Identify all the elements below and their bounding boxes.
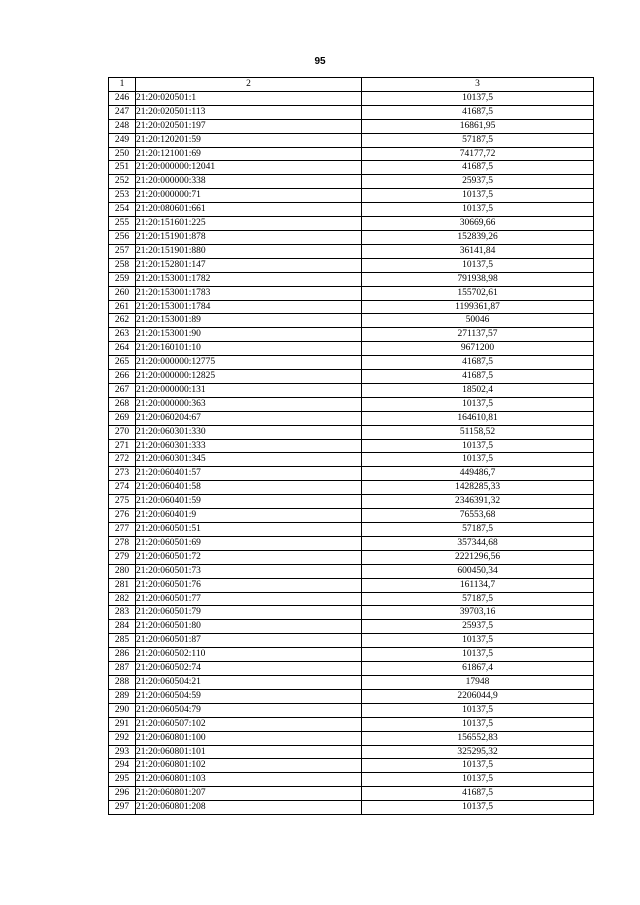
row-number-cell: 258: [109, 258, 136, 272]
table-row: [109, 523, 594, 537]
value-cell: 164610,81: [362, 411, 594, 425]
value-cell: 791938,98: [362, 272, 594, 286]
value-cell: 51158,52: [362, 425, 594, 439]
table-row: [109, 147, 594, 161]
cadastral-number-cell: 21:20:120201:59: [136, 133, 362, 147]
value-cell: 17948: [362, 675, 594, 689]
cadastral-number-cell: 21:20:060801:103: [136, 773, 362, 787]
table-row: [109, 397, 594, 411]
table-row: [109, 244, 594, 258]
row-number-cell: 295: [109, 773, 136, 787]
value-cell: 2206044,9: [362, 689, 594, 703]
cadastral-number-cell: 21:20:000000:363: [136, 397, 362, 411]
cadastral-number-cell: 21:20:060502:110: [136, 648, 362, 662]
cadastral-number-cell: 21:20:151901:880: [136, 244, 362, 258]
table-row: [109, 258, 594, 272]
table-row: [109, 161, 594, 175]
value-cell: 10137,5: [362, 773, 594, 787]
table-row: [109, 342, 594, 356]
cadastral-number-cell: 21:20:000000:12041: [136, 161, 362, 175]
value-cell: 161134,7: [362, 578, 594, 592]
column-header-value: 3: [362, 78, 594, 92]
cadastral-number-cell: 21:20:060301:330: [136, 425, 362, 439]
row-number-cell: 261: [109, 300, 136, 314]
cadastral-number-cell: 21:20:060501:73: [136, 564, 362, 578]
table-row: [109, 175, 594, 189]
value-cell: 600450,34: [362, 564, 594, 578]
table-row: [109, 592, 594, 606]
table-row: [109, 536, 594, 550]
row-number-cell: 283: [109, 606, 136, 620]
row-number-cell: 265: [109, 356, 136, 370]
value-cell: 25937,5: [362, 175, 594, 189]
cadastral-number-cell: 21:20:060501:72: [136, 550, 362, 564]
cadastral-number-cell: 21:20:060801:102: [136, 759, 362, 773]
table-row: [109, 634, 594, 648]
table-row: [109, 648, 594, 662]
row-number-cell: 271: [109, 439, 136, 453]
table-row: [109, 217, 594, 231]
cadastral-number-cell: 21:20:060401:9: [136, 509, 362, 523]
value-cell: 10137,5: [362, 801, 594, 815]
table-row: [109, 578, 594, 592]
table-row: [109, 300, 594, 314]
value-cell: 76553,68: [362, 509, 594, 523]
row-number-cell: 262: [109, 314, 136, 328]
value-cell: 10137,5: [362, 648, 594, 662]
value-cell: 61867,4: [362, 662, 594, 676]
table-row: [109, 105, 594, 119]
cadastral-number-cell: 21:20:160101:10: [136, 342, 362, 356]
cadastral-number-cell: 21:20:060801:208: [136, 801, 362, 815]
value-cell: 357344,68: [362, 536, 594, 550]
table-row: [109, 328, 594, 342]
row-number-cell: 281: [109, 578, 136, 592]
table-row: [109, 356, 594, 370]
cadastral-number-cell: 21:20:153001:89: [136, 314, 362, 328]
value-cell: 152839,26: [362, 230, 594, 244]
cadastral-number-cell: 21:20:060301:345: [136, 453, 362, 467]
cadastral-number-cell: 21:20:153001:1782: [136, 272, 362, 286]
row-number-cell: 289: [109, 689, 136, 703]
value-cell: 57187,5: [362, 133, 594, 147]
row-number-cell: 290: [109, 703, 136, 717]
table-row: [109, 203, 594, 217]
value-cell: 1428285,33: [362, 481, 594, 495]
row-number-cell: 266: [109, 370, 136, 384]
table-row: [109, 383, 594, 397]
cadastral-number-cell: 21:20:060401:59: [136, 495, 362, 509]
data-table: [108, 77, 594, 815]
table-row: [109, 189, 594, 203]
table-row: [109, 314, 594, 328]
table-row: [109, 272, 594, 286]
row-number-cell: 297: [109, 801, 136, 815]
row-number-cell: 288: [109, 675, 136, 689]
column-header-number: 1: [109, 78, 136, 92]
table-row: [109, 411, 594, 425]
cadastral-number-cell: 21:20:060401:58: [136, 481, 362, 495]
value-cell: 50046: [362, 314, 594, 328]
row-number-cell: 274: [109, 481, 136, 495]
cadastral-number-cell: 21:20:000000:338: [136, 175, 362, 189]
cadastral-number-cell: 21:20:060501:79: [136, 606, 362, 620]
table-row: [109, 759, 594, 773]
cadastral-number-cell: 21:20:060501:69: [136, 536, 362, 550]
cadastral-number-cell: 21:20:060501:76: [136, 578, 362, 592]
table-row: [109, 439, 594, 453]
value-cell: 10137,5: [362, 703, 594, 717]
cadastral-number-cell: 21:20:121001:69: [136, 147, 362, 161]
value-cell: 1199361,87: [362, 300, 594, 314]
row-number-cell: 263: [109, 328, 136, 342]
cadastral-number-cell: 21:20:060401:57: [136, 467, 362, 481]
value-cell: 41687,5: [362, 105, 594, 119]
row-number-cell: 273: [109, 467, 136, 481]
value-cell: 10137,5: [362, 189, 594, 203]
value-cell: 10137,5: [362, 91, 594, 105]
row-number-cell: 255: [109, 217, 136, 231]
row-number-cell: 256: [109, 230, 136, 244]
table-row: [109, 509, 594, 523]
table-row: [109, 773, 594, 787]
value-cell: 41687,5: [362, 161, 594, 175]
row-number-cell: 270: [109, 425, 136, 439]
value-cell: 2221296,56: [362, 550, 594, 564]
row-number-cell: 275: [109, 495, 136, 509]
cadastral-number-cell: 21:20:060501:87: [136, 634, 362, 648]
row-number-cell: 296: [109, 787, 136, 801]
cadastral-number-cell: 21:20:153001:1784: [136, 300, 362, 314]
cadastral-number-cell: 21:20:020501:1: [136, 91, 362, 105]
row-number-cell: 259: [109, 272, 136, 286]
row-number-cell: 267: [109, 383, 136, 397]
cadastral-number-cell: 21:20:060504:21: [136, 675, 362, 689]
value-cell: 155702,61: [362, 286, 594, 300]
table-row: [109, 801, 594, 815]
value-cell: 36141,84: [362, 244, 594, 258]
table-row: [109, 731, 594, 745]
value-cell: 325295,32: [362, 745, 594, 759]
cadastral-number-cell: 21:20:060507:102: [136, 717, 362, 731]
value-cell: 10137,5: [362, 203, 594, 217]
cadastral-number-cell: 21:20:151901:878: [136, 230, 362, 244]
row-number-cell: 292: [109, 731, 136, 745]
value-cell: 39703,16: [362, 606, 594, 620]
value-cell: 10137,5: [362, 439, 594, 453]
value-cell: 10137,5: [362, 634, 594, 648]
row-number-cell: 252: [109, 175, 136, 189]
cadastral-number-cell: 21:20:000000:71: [136, 189, 362, 203]
cadastral-number-cell: 21:20:060501:51: [136, 523, 362, 537]
row-number-cell: 285: [109, 634, 136, 648]
row-number-cell: 250: [109, 147, 136, 161]
cadastral-number-cell: 21:20:080601:661: [136, 203, 362, 217]
row-number-cell: 264: [109, 342, 136, 356]
cadastral-number-cell: 21:20:020501:113: [136, 105, 362, 119]
table-row: [109, 119, 594, 133]
row-number-cell: 268: [109, 397, 136, 411]
table-row: [109, 133, 594, 147]
value-cell: 449486,7: [362, 467, 594, 481]
value-cell: 18502,4: [362, 383, 594, 397]
row-number-cell: 249: [109, 133, 136, 147]
table-row: [109, 370, 594, 384]
value-cell: 16861,95: [362, 119, 594, 133]
cadastral-number-cell: 21:20:153001:1783: [136, 286, 362, 300]
table-row: [109, 91, 594, 105]
cadastral-number-cell: 21:20:060801:100: [136, 731, 362, 745]
table-row: [109, 620, 594, 634]
value-cell: 10137,5: [362, 258, 594, 272]
row-number-cell: 282: [109, 592, 136, 606]
cadastral-number-cell: 21:20:152801:147: [136, 258, 362, 272]
value-cell: 10137,5: [362, 759, 594, 773]
row-number-cell: 253: [109, 189, 136, 203]
row-number-cell: 286: [109, 648, 136, 662]
table-row: [109, 689, 594, 703]
value-cell: 156552,83: [362, 731, 594, 745]
cadastral-number-cell: 21:20:060501:77: [136, 592, 362, 606]
cadastral-number-cell: 21:20:020501:197: [136, 119, 362, 133]
cadastral-number-cell: 21:20:060204:67: [136, 411, 362, 425]
table-header-row: [109, 78, 594, 92]
row-number-cell: 276: [109, 509, 136, 523]
row-number-cell: 269: [109, 411, 136, 425]
table-row: [109, 286, 594, 300]
row-number-cell: 293: [109, 745, 136, 759]
value-cell: 57187,5: [362, 523, 594, 537]
row-number-cell: 247: [109, 105, 136, 119]
table-row: [109, 787, 594, 801]
table-row: [109, 481, 594, 495]
cadastral-number-cell: 21:20:153001:90: [136, 328, 362, 342]
row-number-cell: 284: [109, 620, 136, 634]
value-cell: 271137,57: [362, 328, 594, 342]
row-number-cell: 248: [109, 119, 136, 133]
cadastral-number-cell: 21:20:060501:80: [136, 620, 362, 634]
row-number-cell: 246: [109, 91, 136, 105]
cadastral-number-cell: 21:20:060504:59: [136, 689, 362, 703]
cadastral-number-cell: 21:20:060504:79: [136, 703, 362, 717]
cadastral-number-cell: 21:20:000000:131: [136, 383, 362, 397]
row-number-cell: 279: [109, 550, 136, 564]
row-number-cell: 260: [109, 286, 136, 300]
table-row: [109, 717, 594, 731]
value-cell: 74177,72: [362, 147, 594, 161]
table-row: [109, 495, 594, 509]
row-number-cell: 287: [109, 662, 136, 676]
page-number: 95: [314, 56, 326, 67]
row-number-cell: 277: [109, 523, 136, 537]
value-cell: 41687,5: [362, 356, 594, 370]
value-cell: 41687,5: [362, 370, 594, 384]
value-cell: 30669,66: [362, 217, 594, 231]
table-row: [109, 675, 594, 689]
cadastral-number-cell: 21:20:060801:101: [136, 745, 362, 759]
value-cell: 9671200: [362, 342, 594, 356]
table-body: [109, 91, 594, 814]
row-number-cell: 251: [109, 161, 136, 175]
cadastral-number-cell: 21:20:060801:207: [136, 787, 362, 801]
table-row: [109, 467, 594, 481]
row-number-cell: 280: [109, 564, 136, 578]
cadastral-number-cell: 21:20:000000:12775: [136, 356, 362, 370]
row-number-cell: 278: [109, 536, 136, 550]
cadastral-number-cell: 21:20:000000:12825: [136, 370, 362, 384]
row-number-cell: 257: [109, 244, 136, 258]
table-row: [109, 703, 594, 717]
value-cell: 2346391,32: [362, 495, 594, 509]
value-cell: 10137,5: [362, 717, 594, 731]
row-number-cell: 254: [109, 203, 136, 217]
table-row: [109, 453, 594, 467]
table-row: [109, 425, 594, 439]
value-cell: 10137,5: [362, 453, 594, 467]
table-row: [109, 550, 594, 564]
table-row: [109, 745, 594, 759]
table-row: [109, 564, 594, 578]
cadastral-number-cell: 21:20:151601:225: [136, 217, 362, 231]
table-row: [109, 230, 594, 244]
row-number-cell: 291: [109, 717, 136, 731]
value-cell: 10137,5: [362, 397, 594, 411]
row-number-cell: 272: [109, 453, 136, 467]
value-cell: 25937,5: [362, 620, 594, 634]
column-header-cadastral-number: 2: [136, 78, 362, 92]
table-row: [109, 606, 594, 620]
table-row: [109, 662, 594, 676]
value-cell: 57187,5: [362, 592, 594, 606]
value-cell: 41687,5: [362, 787, 594, 801]
row-number-cell: 294: [109, 759, 136, 773]
cadastral-number-cell: 21:20:060502:74: [136, 662, 362, 676]
cadastral-number-cell: 21:20:060301:333: [136, 439, 362, 453]
